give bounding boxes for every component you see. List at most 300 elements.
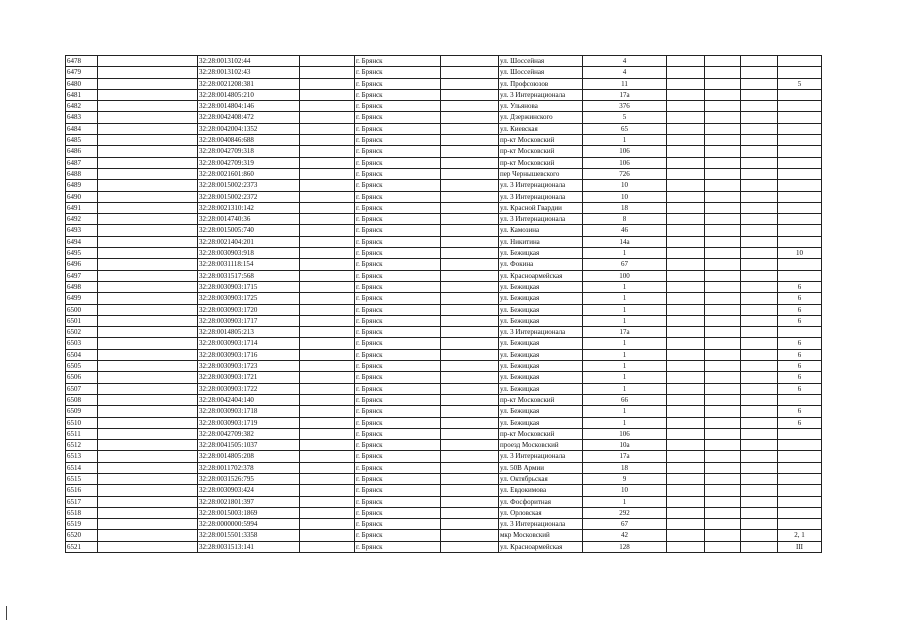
cell-empty <box>705 248 741 259</box>
cell-city: г. Брянск <box>355 214 441 225</box>
cell-cadastral-number: 32:28:0030903:1715 <box>198 281 300 292</box>
cell-empty <box>741 123 778 134</box>
cell-empty <box>300 180 355 191</box>
cell-empty <box>705 180 741 191</box>
cell-city: г. Брянск <box>355 89 441 100</box>
cell-empty <box>98 101 198 112</box>
cell-empty <box>98 428 198 439</box>
cell-house: 106 <box>583 146 667 157</box>
table-row <box>66 236 822 247</box>
cell-id: 6506 <box>66 372 98 383</box>
cell-extra <box>778 146 822 157</box>
cell-house: 1 <box>583 248 667 259</box>
cell-empty <box>300 135 355 146</box>
cell-empty <box>98 519 198 530</box>
cell-house: 106 <box>583 428 667 439</box>
cell-empty <box>705 191 741 202</box>
cell-empty <box>741 180 778 191</box>
cell-street: ул. 3 Интернационала <box>499 327 583 338</box>
cell-empty <box>300 428 355 439</box>
cell-house: 1 <box>583 361 667 372</box>
cell-empty <box>741 78 778 89</box>
cell-street: ул. Ульянова <box>499 101 583 112</box>
cell-empty <box>741 168 778 179</box>
cell-id: 6509 <box>66 406 98 417</box>
table-row <box>66 259 822 270</box>
table-row <box>66 101 822 112</box>
cell-cadastral-number: 32:28:0030903:1721 <box>198 372 300 383</box>
cell-empty <box>705 202 741 213</box>
cell-empty <box>667 417 705 428</box>
cell-extra <box>778 191 822 202</box>
cell-empty <box>300 248 355 259</box>
cell-street: ул. Фокина <box>499 259 583 270</box>
cell-empty <box>98 259 198 270</box>
cell-extra <box>778 168 822 179</box>
cell-extra: 6 <box>778 372 822 383</box>
cell-extra <box>778 56 822 67</box>
cell-empty <box>300 236 355 247</box>
cell-empty <box>98 383 198 394</box>
cell-extra <box>778 440 822 451</box>
cell-empty <box>741 507 778 518</box>
cell-empty <box>441 372 499 383</box>
cell-empty <box>741 248 778 259</box>
cell-empty <box>300 394 355 405</box>
cell-cadastral-number: 32:28:0031526:795 <box>198 473 300 484</box>
cell-empty <box>705 315 741 326</box>
cell-empty <box>300 123 355 134</box>
cell-street: ул. Никитина <box>499 236 583 247</box>
cell-empty <box>98 462 198 473</box>
cell-street: ул. Камозина <box>499 225 583 236</box>
cell-id: 6515 <box>66 473 98 484</box>
cell-empty <box>441 519 499 530</box>
cell-empty <box>667 440 705 451</box>
cadastral-table <box>65 55 822 553</box>
cell-extra <box>778 485 822 496</box>
table-row <box>66 394 822 405</box>
cell-empty <box>300 530 355 541</box>
cell-empty <box>441 485 499 496</box>
cell-empty <box>741 394 778 405</box>
cell-empty <box>300 361 355 372</box>
cell-empty <box>705 259 741 270</box>
cell-empty <box>98 123 198 134</box>
cell-empty <box>300 78 355 89</box>
cell-empty <box>300 496 355 507</box>
cell-house: 128 <box>583 541 667 552</box>
cell-empty <box>441 281 499 292</box>
cell-empty <box>667 236 705 247</box>
cell-empty <box>741 259 778 270</box>
cell-empty <box>300 293 355 304</box>
cell-empty <box>667 248 705 259</box>
cell-street: ул. Фосфоритная <box>499 496 583 507</box>
table-row <box>66 315 822 326</box>
cell-city: г. Брянск <box>355 304 441 315</box>
cell-cadastral-number: 32:28:0042709:318 <box>198 146 300 157</box>
cell-street: ул. 3 Интернационала <box>499 191 583 202</box>
cell-empty <box>705 56 741 67</box>
cell-empty <box>441 417 499 428</box>
cell-city: г. Брянск <box>355 146 441 157</box>
cell-empty <box>705 462 741 473</box>
table-row <box>66 112 822 123</box>
cell-id: 6501 <box>66 315 98 326</box>
cell-cadastral-number: 32:28:0015002:2372 <box>198 191 300 202</box>
table-row <box>66 530 822 541</box>
cell-city: г. Брянск <box>355 473 441 484</box>
cell-cadastral-number: 32:28:0030903:424 <box>198 485 300 496</box>
cell-empty <box>98 361 198 372</box>
table-row <box>66 67 822 78</box>
cell-empty <box>667 214 705 225</box>
cell-empty <box>441 507 499 518</box>
cell-street: ул. Бежицкая <box>499 417 583 428</box>
cell-empty <box>741 214 778 225</box>
cell-extra: 6 <box>778 383 822 394</box>
cell-extra <box>778 135 822 146</box>
cell-id: 6507 <box>66 383 98 394</box>
cell-extra: 6 <box>778 361 822 372</box>
table-row <box>66 225 822 236</box>
cell-street: ул. Бежицкая <box>499 248 583 259</box>
cell-house: 1 <box>583 338 667 349</box>
cell-empty <box>667 101 705 112</box>
cell-empty <box>441 56 499 67</box>
table-row <box>66 338 822 349</box>
cell-empty <box>98 417 198 428</box>
cell-empty <box>300 372 355 383</box>
cell-cadastral-number: 32:28:0021310:142 <box>198 202 300 213</box>
cell-id: 6510 <box>66 417 98 428</box>
cell-empty <box>667 519 705 530</box>
cell-empty <box>741 496 778 507</box>
cell-city: г. Брянск <box>355 541 441 552</box>
cell-house: 5 <box>583 112 667 123</box>
cell-empty <box>741 146 778 157</box>
cell-empty <box>705 101 741 112</box>
cell-street: ул. Киевская <box>499 123 583 134</box>
cell-cadastral-number: 32:28:0011702:378 <box>198 462 300 473</box>
cell-empty <box>705 417 741 428</box>
cell-empty <box>667 78 705 89</box>
cell-empty <box>300 383 355 394</box>
cell-street: мкр Московский <box>499 530 583 541</box>
cell-empty <box>741 541 778 552</box>
cell-street: ул. Евдокимова <box>499 485 583 496</box>
cell-empty <box>667 304 705 315</box>
table-row <box>66 202 822 213</box>
cell-empty <box>441 383 499 394</box>
cell-empty <box>300 202 355 213</box>
cell-city: г. Брянск <box>355 349 441 360</box>
cell-extra <box>778 89 822 100</box>
table-row <box>66 146 822 157</box>
cell-empty <box>300 281 355 292</box>
cell-street: пр-кт Московский <box>499 394 583 405</box>
cell-city: г. Брянск <box>355 67 441 78</box>
cell-empty <box>98 56 198 67</box>
cell-empty <box>441 304 499 315</box>
cell-street: ул. Бежицкая <box>499 349 583 360</box>
cell-street: пр-кт Московский <box>499 146 583 157</box>
cell-empty <box>667 428 705 439</box>
cell-empty <box>300 473 355 484</box>
cell-empty <box>667 270 705 281</box>
cell-id: 6494 <box>66 236 98 247</box>
cell-empty <box>667 394 705 405</box>
cell-house: 1 <box>583 417 667 428</box>
table-row <box>66 451 822 462</box>
cell-id: 6498 <box>66 281 98 292</box>
table-row <box>66 248 822 259</box>
cell-empty <box>98 112 198 123</box>
cell-city: г. Брянск <box>355 180 441 191</box>
table-row <box>66 191 822 202</box>
cell-empty <box>98 270 198 281</box>
cell-empty <box>300 349 355 360</box>
cell-id: 6499 <box>66 293 98 304</box>
cell-empty <box>441 541 499 552</box>
cell-house: 17а <box>583 89 667 100</box>
cell-empty <box>98 315 198 326</box>
cell-empty <box>300 67 355 78</box>
cell-empty <box>98 372 198 383</box>
cell-empty <box>667 135 705 146</box>
cell-house: 14а <box>583 236 667 247</box>
cell-street: ул. Бежицкая <box>499 406 583 417</box>
cell-empty <box>705 281 741 292</box>
cell-city: г. Брянск <box>355 225 441 236</box>
table-row <box>66 417 822 428</box>
cell-empty <box>705 485 741 496</box>
table-row <box>66 135 822 146</box>
cell-empty <box>98 214 198 225</box>
cell-empty <box>741 89 778 100</box>
cell-extra <box>778 236 822 247</box>
cell-cadastral-number: 32:28:0030903:1716 <box>198 349 300 360</box>
cell-empty <box>741 417 778 428</box>
cell-empty <box>441 135 499 146</box>
cell-city: г. Брянск <box>355 270 441 281</box>
cell-cadastral-number: 32:28:0013102:44 <box>198 56 300 67</box>
cell-id: 6480 <box>66 78 98 89</box>
cell-extra <box>778 327 822 338</box>
cell-empty <box>667 541 705 552</box>
cell-empty <box>705 135 741 146</box>
cell-empty <box>98 146 198 157</box>
cell-cadastral-number: 32:28:0030903:918 <box>198 248 300 259</box>
cell-empty <box>441 361 499 372</box>
cell-id: 6505 <box>66 361 98 372</box>
cell-house: 9 <box>583 473 667 484</box>
cell-house: 8 <box>583 214 667 225</box>
cell-empty <box>667 462 705 473</box>
cell-street: ул. 3 Интернационала <box>499 180 583 191</box>
cell-cadastral-number: 32:28:0031513:141 <box>198 541 300 552</box>
cell-empty <box>441 496 499 507</box>
cell-empty <box>741 361 778 372</box>
cell-house: 4 <box>583 67 667 78</box>
cell-empty <box>667 281 705 292</box>
cell-empty <box>741 349 778 360</box>
cell-street: ул. Бежицкая <box>499 372 583 383</box>
cell-empty <box>667 507 705 518</box>
cell-city: г. Брянск <box>355 519 441 530</box>
cell-city: г. Брянск <box>355 202 441 213</box>
cell-empty <box>741 519 778 530</box>
cell-city: г. Брянск <box>355 293 441 304</box>
cell-extra <box>778 462 822 473</box>
cell-empty <box>98 180 198 191</box>
cell-id: 6487 <box>66 157 98 168</box>
cell-extra <box>778 214 822 225</box>
cell-street: ул. Бежицкая <box>499 338 583 349</box>
cell-id: 6503 <box>66 338 98 349</box>
cell-extra <box>778 270 822 281</box>
cell-extra: 10 <box>778 248 822 259</box>
cell-empty <box>741 428 778 439</box>
cell-empty <box>441 168 499 179</box>
cell-extra: III <box>778 541 822 552</box>
cell-cadastral-number: 32:28:0041505:1037 <box>198 440 300 451</box>
cell-empty <box>98 451 198 462</box>
cell-cadastral-number: 32:28:0021601:860 <box>198 168 300 179</box>
cell-city: г. Брянск <box>355 236 441 247</box>
cell-empty <box>441 191 499 202</box>
cell-empty <box>300 507 355 518</box>
cell-city: г. Брянск <box>355 485 441 496</box>
cell-house: 42 <box>583 530 667 541</box>
table-row <box>66 519 822 530</box>
cell-empty <box>98 168 198 179</box>
cell-street: ул. Бежицкая <box>499 304 583 315</box>
table-row <box>66 56 822 67</box>
cell-empty <box>705 78 741 89</box>
cell-empty <box>441 78 499 89</box>
cell-id: 6519 <box>66 519 98 530</box>
cell-empty <box>741 101 778 112</box>
cell-house: 67 <box>583 519 667 530</box>
cell-empty <box>300 259 355 270</box>
cell-empty <box>705 338 741 349</box>
cell-street: ул. 50В Армии <box>499 462 583 473</box>
cell-empty <box>441 214 499 225</box>
table-row <box>66 327 822 338</box>
cell-city: г. Брянск <box>355 135 441 146</box>
cell-empty <box>300 270 355 281</box>
table-row <box>66 372 822 383</box>
cell-extra: 6 <box>778 293 822 304</box>
table-row <box>66 293 822 304</box>
cell-street: ул. Профсоюзов <box>499 78 583 89</box>
cell-empty <box>705 112 741 123</box>
table-row <box>66 473 822 484</box>
cell-cadastral-number: 32:28:0015002:2373 <box>198 180 300 191</box>
cell-house: 1 <box>583 406 667 417</box>
cell-cadastral-number: 32:28:0000000:5994 <box>198 519 300 530</box>
cell-city: г. Брянск <box>355 248 441 259</box>
table-row <box>66 462 822 473</box>
cell-empty <box>667 349 705 360</box>
cell-id: 6486 <box>66 146 98 157</box>
cell-empty <box>705 327 741 338</box>
cell-empty <box>300 440 355 451</box>
cell-id: 6492 <box>66 214 98 225</box>
cell-city: г. Брянск <box>355 530 441 541</box>
cell-empty <box>300 112 355 123</box>
cell-city: г. Брянск <box>355 440 441 451</box>
cell-empty <box>741 338 778 349</box>
table-row <box>66 180 822 191</box>
cell-cadastral-number: 32:28:0030903:1719 <box>198 417 300 428</box>
cell-street: ул. Красноармейская <box>499 541 583 552</box>
cell-cadastral-number: 32:28:0014805:213 <box>198 327 300 338</box>
cell-empty <box>667 191 705 202</box>
cell-id: 6504 <box>66 349 98 360</box>
cell-city: г. Брянск <box>355 383 441 394</box>
cell-cadastral-number: 32:28:0030903:1717 <box>198 315 300 326</box>
cell-house: 1 <box>583 349 667 360</box>
cell-house: 1 <box>583 315 667 326</box>
cell-empty <box>98 202 198 213</box>
cell-empty <box>667 338 705 349</box>
cell-empty <box>300 462 355 473</box>
cell-empty <box>667 89 705 100</box>
cell-empty <box>667 406 705 417</box>
cell-id: 6497 <box>66 270 98 281</box>
cell-id: 6493 <box>66 225 98 236</box>
cell-empty <box>300 56 355 67</box>
cell-empty <box>300 191 355 202</box>
cell-city: г. Брянск <box>355 361 441 372</box>
cell-cadastral-number: 32:28:0030903:1718 <box>198 406 300 417</box>
cell-empty <box>741 304 778 315</box>
cell-cadastral-number: 32:28:0014805:208 <box>198 451 300 462</box>
cell-street: ул. Орловская <box>499 507 583 518</box>
cell-empty <box>705 157 741 168</box>
cell-empty <box>741 293 778 304</box>
table-row <box>66 440 822 451</box>
cell-house: 726 <box>583 168 667 179</box>
cell-empty <box>705 394 741 405</box>
cell-empty <box>98 473 198 484</box>
cell-extra <box>778 101 822 112</box>
cell-street: пр-кт Московский <box>499 428 583 439</box>
cell-extra: 5 <box>778 78 822 89</box>
cell-empty <box>441 440 499 451</box>
cell-extra <box>778 67 822 78</box>
cell-empty <box>705 473 741 484</box>
cell-city: г. Брянск <box>355 428 441 439</box>
cell-empty <box>98 89 198 100</box>
cell-extra: 6 <box>778 315 822 326</box>
cell-street: пр-кт Московский <box>499 135 583 146</box>
cell-city: г. Брянск <box>355 372 441 383</box>
cell-empty <box>98 349 198 360</box>
cell-extra <box>778 157 822 168</box>
cell-id: 6516 <box>66 485 98 496</box>
cell-house: 46 <box>583 225 667 236</box>
cell-house: 1 <box>583 135 667 146</box>
table-body <box>66 56 822 553</box>
cell-empty <box>667 146 705 157</box>
cell-house: 1 <box>583 372 667 383</box>
cell-cadastral-number: 32:28:0031118:154 <box>198 259 300 270</box>
cell-street: ул. Шоссейная <box>499 56 583 67</box>
